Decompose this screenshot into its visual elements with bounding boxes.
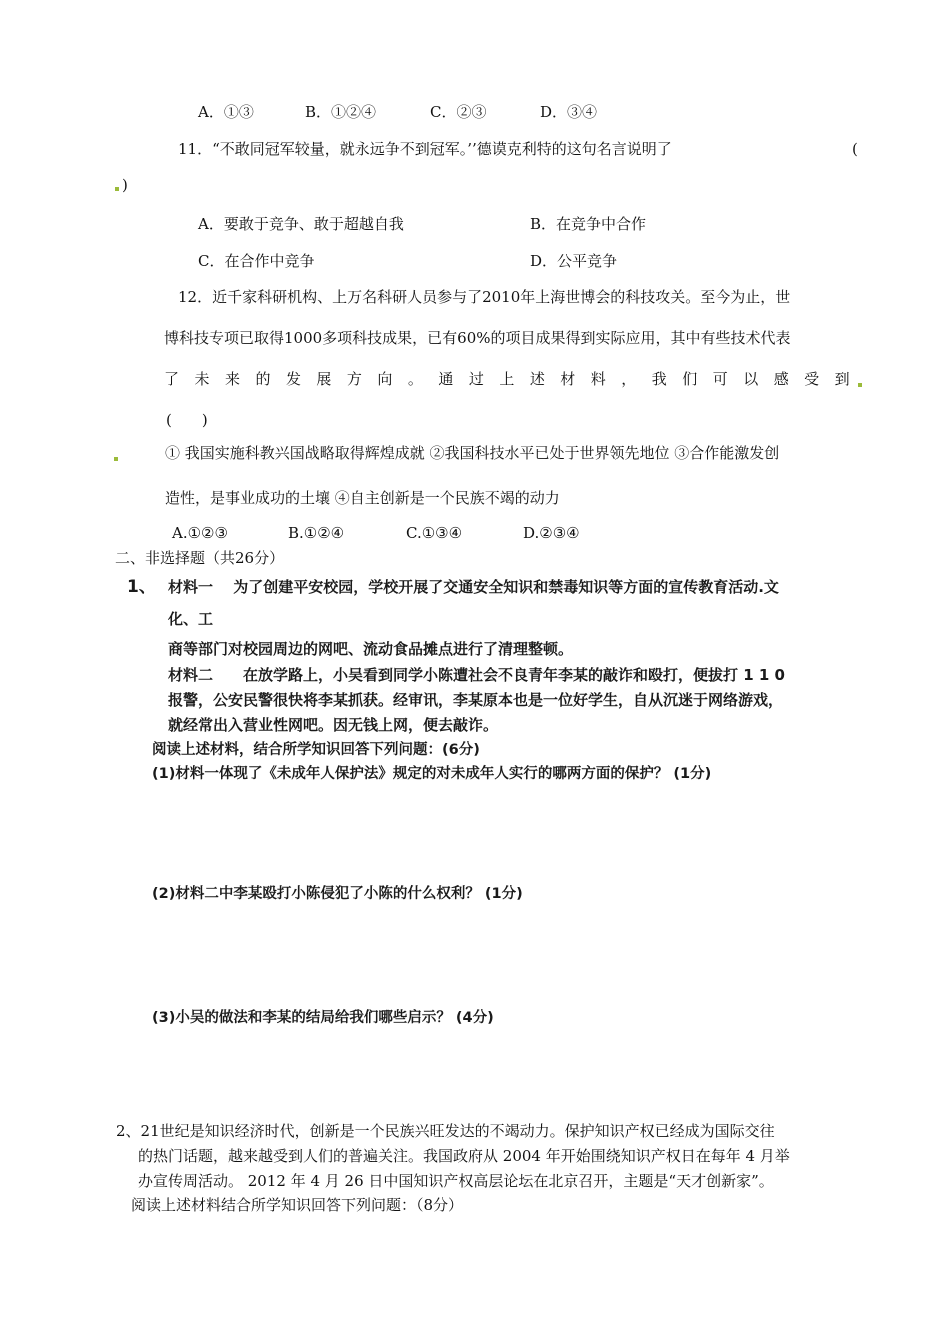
material-2-line-1: 材料二 在放学路上，小吴看到同学小陈遭社会不良青年李某的敲诈和殴打，便拔打 1 1 0	[168, 666, 785, 684]
marker-dot	[115, 187, 119, 191]
q12-line-3-char: 可	[712, 370, 728, 388]
q12-option-b: B.①②④	[288, 524, 345, 542]
material-2-line-3: 就经常出入营业性网吧。因无钱上网，便去敲诈。	[168, 716, 499, 734]
q2-line-1: 2、21世纪是知识经济时代，创新是一个民族兴旺发达的不竭动力。保护知识产权已经成为国际交往	[116, 1122, 775, 1140]
q10-option-c: C．②③	[430, 103, 487, 121]
q1-number: 1、	[127, 577, 156, 597]
q12-line-3-char: 发	[285, 370, 301, 388]
q12-line-3-char: 了	[164, 370, 180, 388]
q12-line-3-char: 过	[468, 370, 484, 388]
q12-line-3-char: ，	[621, 370, 637, 388]
q12-line-3	[164, 369, 850, 389]
q12-line-3-char: 上	[499, 370, 515, 388]
q1-instruction: 阅读上述材料，结合所学知识回答下列问题：(6分)	[152, 742, 480, 758]
q10-option-b: B．①②④	[305, 103, 377, 121]
q12-answer-paren: ( )	[166, 411, 208, 429]
q12-line-3-char: 述	[529, 370, 545, 388]
material-2-line-2: 报警，公安民警很快将李某抓获。经审讯，李某原本也是一位好学生，自从沉迷于网络游戏，	[168, 691, 784, 709]
material-1-line-1: 材料一 为了创建平安校园，学校开展了交通安全知识和禁毒知识等方面的宣传教育活动.文	[168, 578, 779, 596]
q12-statements-line-1: ① 我国实施科教兴国战略取得辉煌成就 ②我国科技水平已处于世界领先地位 ③合作能激发创	[165, 444, 780, 462]
q1-sub-question-1: (1)材料一体现了《未成年人保护法》规定的对未成年人实行的哪两方面的保护？ (1分)	[152, 766, 712, 782]
q12-line-3-char: 向	[377, 370, 393, 388]
q12-line-3-char: 通	[438, 370, 454, 388]
q12-line-3-char: 方	[346, 370, 362, 388]
q12-statements-line-2: 造性，是事业成功的土壤 ④自主创新是一个民族不竭的动力	[165, 489, 560, 507]
q12-line-3-char: 感	[773, 370, 789, 388]
q1-sub-question-3: (3)小吴的做法和李某的结局给我们哪些启示？ (4分)	[152, 1010, 494, 1026]
q11-paren-open: (	[852, 140, 858, 158]
q12-line-3-char: 来	[224, 370, 240, 388]
q11-option-c: C．在合作中竞争	[198, 252, 315, 270]
q12-line-3-char: 受	[804, 370, 820, 388]
marker-dot	[858, 383, 862, 387]
q2-line-3: 办宣传周活动。 2012 年 4 月 26 日中国知识产权高层论坛在北京召开，主题是“天才创新家”。	[138, 1172, 774, 1190]
q12-line-3-char: 料	[590, 370, 606, 388]
q2-instruction: 阅读上述材料结合所学知识回答下列问题：（8分）	[131, 1196, 464, 1214]
q12-line-3-char: 们	[682, 370, 698, 388]
marker-dot	[114, 457, 118, 461]
material-1-line-3: 商等部门对校园周边的网吧、流动食品摊点进行了清理整顿。	[168, 640, 574, 658]
q12-line-3-char: 材	[560, 370, 576, 388]
q12-line-3-char: 的	[255, 370, 271, 388]
q12-line-3-char: 展	[316, 370, 332, 388]
q10-option-a: A．①③	[198, 103, 254, 121]
q12-line-3-char: 我	[651, 370, 667, 388]
q12-option-d: D.②③④	[523, 524, 580, 542]
q10-option-d: D．③④	[540, 103, 598, 121]
section-heading: 二、非选择题（共26分）	[115, 549, 285, 567]
q12-line-2: 博科技专项已取得1000多项科技成果，已有60%的项目成果得到实际应用，其中有些技术代表	[164, 329, 791, 347]
q12-line-3-char: 以	[743, 370, 759, 388]
q11-paren-close: )	[122, 176, 128, 194]
q12-line-3-char: 未	[194, 370, 210, 388]
q1-sub-question-2: (2)材料二中李某殴打小陈侵犯了小陈的什么权利？ (1分)	[152, 886, 523, 902]
q12-option-a: A.①②③	[172, 524, 228, 542]
q12-line-3-char: 到	[834, 370, 850, 388]
q2-line-2: 的热门话题，越来越受到人们的普遍关注。我国政府从 2004 年开始围绕知识产权日在每年 4 月举	[138, 1147, 790, 1165]
material-1-line-2: 化、工	[168, 610, 214, 628]
q11-option-b: B．在竞争中合作	[530, 215, 647, 233]
q11-option-d: D．公平竞争	[530, 252, 618, 270]
q11-option-a: A．要敢于竞争、敢于超越自我	[198, 215, 404, 233]
q12-line-3-char: 。	[407, 370, 423, 388]
q12-line-1: 12．近千家科研机构、上万名科研人员参与了2010年上海世博会的科技攻关。至今为止，世	[178, 288, 791, 306]
q12-option-c: C.①③④	[406, 524, 463, 542]
q11-stem: 11．“不敢同冠军较量，就永远争不到冠军。’’德谟克利特的这句名言说明了	[178, 140, 672, 158]
